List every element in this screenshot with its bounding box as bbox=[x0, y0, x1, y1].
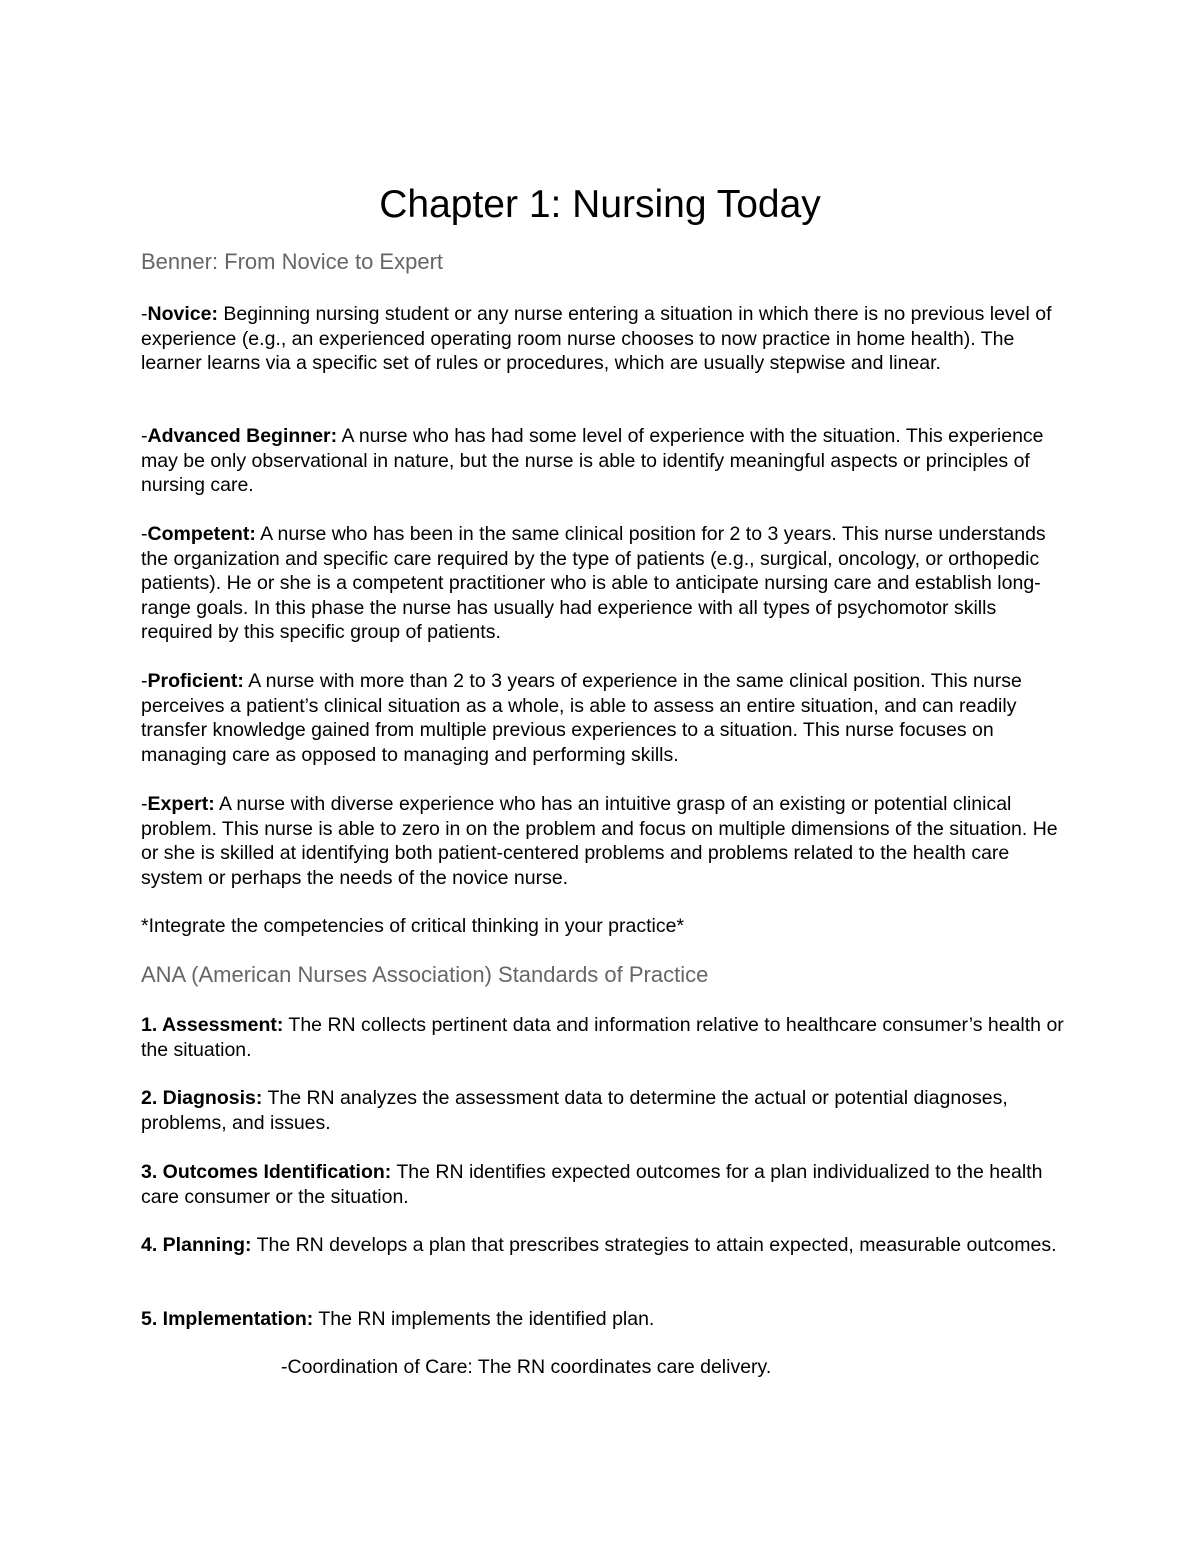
benner-item-proficient bbox=[141, 669, 1071, 767]
item-term: Competent: bbox=[147, 523, 256, 545]
item-term: 4. Planning: bbox=[141, 1234, 252, 1256]
item-term: Proficient: bbox=[147, 670, 244, 692]
item-text: Beginning nursing student or any nurse entering a situation in which there is no previous level of experience (e.g., an experienced operating room nurse chooses to now practice in home health). The learner learns via a specific set of rules or procedures, which are usually stepwise and linear. bbox=[141, 303, 1052, 375]
ana-section bbox=[141, 961, 1071, 989]
item-prefix: - bbox=[141, 793, 148, 815]
item-term: 5. Implementation: bbox=[141, 1308, 314, 1330]
item-text: The RN collects pertinent data and information relative to healthcare consumer’s health or the situation. bbox=[141, 1014, 1064, 1061]
item-term: Novice: bbox=[147, 303, 218, 325]
benner-item-advanced-beginner bbox=[141, 424, 1071, 498]
section-heading-benner: Benner: From Novice to Expert bbox=[141, 249, 444, 274]
item-prefix: - bbox=[141, 425, 148, 447]
item-term: 2. Diagnosis: bbox=[141, 1087, 263, 1109]
item-prefix: - bbox=[141, 303, 148, 325]
item-term: 1. Assessment: bbox=[141, 1014, 284, 1036]
item-text: A nurse who has had some level of experience with the situation. This experience may be only observational in nature, but the nurse is able to identify meaningful aspects or principles of nursing care. bbox=[141, 425, 1044, 497]
benner-item-novice bbox=[141, 302, 1071, 376]
ana-item-diagnosis bbox=[141, 1086, 1071, 1135]
item-term: Expert: bbox=[147, 793, 215, 815]
coordination-of-care-subitem: -Coordination of Care: The RN coordinates care delivery. bbox=[281, 1356, 772, 1378]
section-heading-ana: ANA (American Nurses Association) Standards of Practice bbox=[141, 962, 709, 987]
item-text: A nurse with diverse experience who has an intuitive grasp of an existing or potential clinical problem. This nurse is able to zero in on the problem and focus on multiple dimensions of the situation. He or she is skilled at identifying both patient-centered problems and problems related to the health care system or perhaps the needs of the novice nurse. bbox=[141, 793, 1058, 889]
ana-item-implementation bbox=[141, 1307, 1071, 1332]
item-prefix: - bbox=[141, 670, 148, 692]
item-text: The RN analyzes the assessment data to determine the actual or potential diagnoses, problems, and issues. bbox=[141, 1087, 1008, 1134]
page-title: Chapter 1: Nursing Today bbox=[379, 183, 821, 226]
item-term: 3. Outcomes Identification: bbox=[141, 1161, 392, 1183]
ana-item-outcomes-identification bbox=[141, 1160, 1071, 1209]
benner-item-expert bbox=[141, 792, 1071, 890]
item-text: The RN identifies expected outcomes for a plan individualized to the health care consumer or the situation. bbox=[141, 1161, 1043, 1208]
item-text: A nurse with more than 2 to 3 years of experience in the same clinical position. This nurse perceives a patient’s clinical situation as a whole, is able to assess an entire situation, and can readily transfer knowledge gained from multiple previous experiences to a situation. This nurse focuses on managing care as opposed to managing and performing skills. bbox=[141, 670, 1022, 766]
ana-item-assessment bbox=[141, 1013, 1071, 1062]
benner-item-competent bbox=[141, 522, 1071, 645]
critical-thinking-note: *Integrate the competencies of critical thinking in your practice* bbox=[141, 915, 685, 937]
item-prefix: - bbox=[141, 523, 148, 545]
ana-item-planning bbox=[141, 1233, 1071, 1258]
item-text: A nurse who has been in the same clinical position for 2 to 3 years. This nurse understands the organization and specific care required by the type of patients (e.g., surgical, oncology, or orthopedic patients). He or she is a competent practitioner who is able to anticipate nursing care and establish long-range goals. In this phase the nurse has usually had experience with all types of psychomotor skills required by this specific group of patients. bbox=[141, 523, 1046, 644]
benner-section bbox=[141, 248, 1071, 276]
item-text: The RN develops a plan that prescribes strategies to attain expected, measurable outcomes. bbox=[251, 1234, 1057, 1256]
item-text: The RN implements the identified plan. bbox=[313, 1308, 655, 1330]
item-term: Advanced Beginner: bbox=[147, 425, 338, 447]
